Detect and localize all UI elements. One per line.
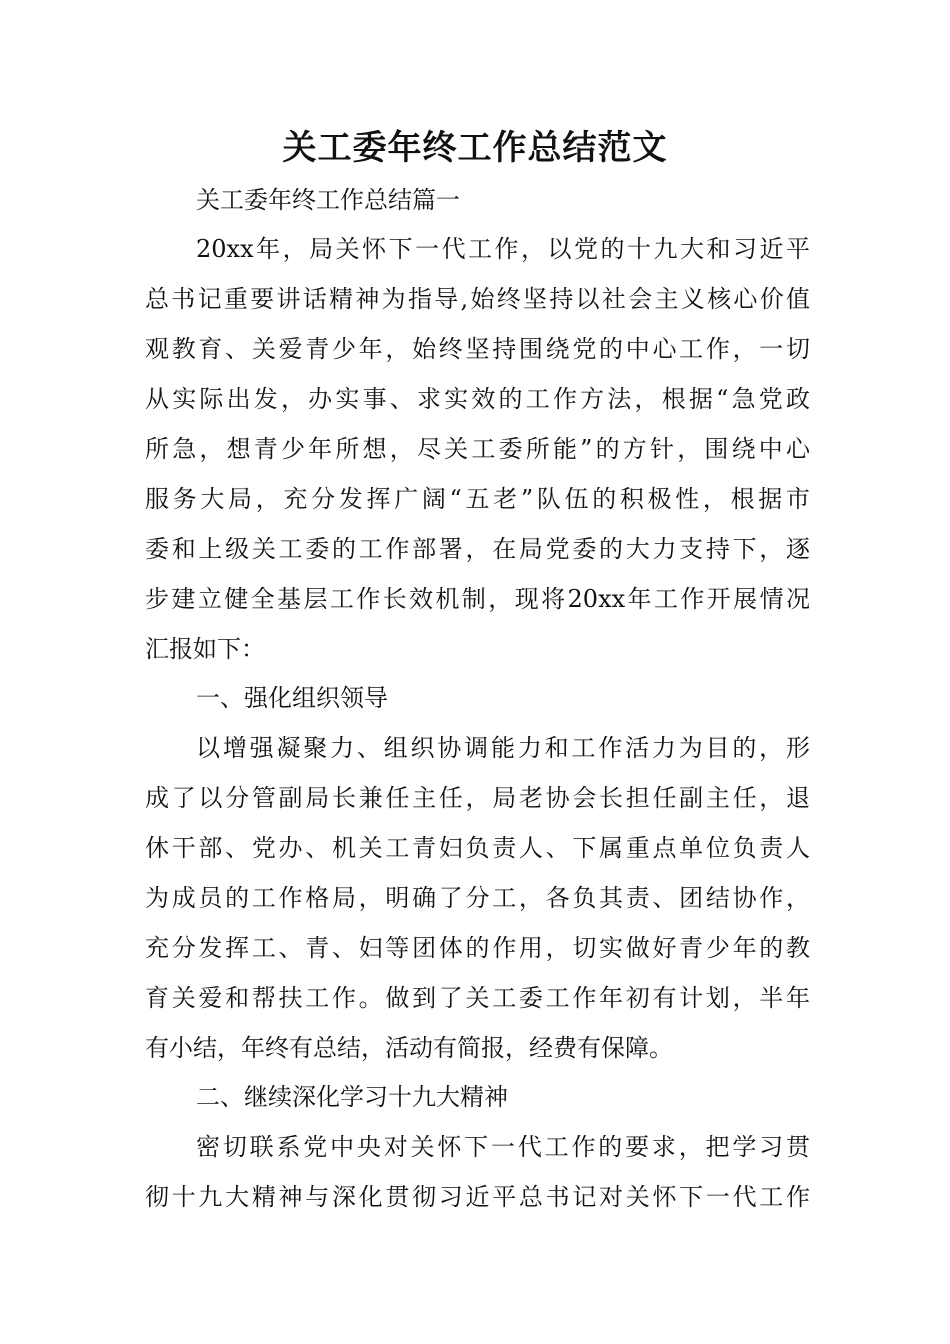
paragraph-line: 观教育、关爱青少年，始终坚持围绕党的中心工作，一切 <box>145 335 810 363</box>
paragraph-line: 汇报如下： <box>145 635 265 663</box>
paragraph-line: 20xx年，局关怀下一代工作，以党的十九大和习近平 <box>196 235 810 263</box>
paragraph-line: 委和上级关工委的工作部署，在局党委的大力支持下，逐 <box>145 535 810 563</box>
paragraph-line: 育关爱和帮扶工作。做到了关工委工作年初有计划，半年 <box>145 984 810 1012</box>
paragraph-line: 成了以分管副局长兼任主任，局老协会长担任副主任，退 <box>145 784 810 812</box>
paragraph-line: 为成员的工作格局，明确了分工，各负其责、团结协作， <box>145 884 810 912</box>
paragraph-line: 密切联系党中央对关怀下一代工作的要求，把学习贯 <box>196 1133 810 1161</box>
section-heading: 一、强化组织领导 <box>196 684 388 712</box>
paragraph-line: 所急，想青少年所想，尽关工委所能”的方针，围绕中心 <box>145 435 810 463</box>
section-heading: 二、继续深化学习十九大精神 <box>196 1083 508 1111</box>
paragraph-line: 充分发挥工、青、妇等团体的作用，切实做好青少年的教 <box>145 934 810 962</box>
paragraph-line: 总书记重要讲话精神为指导,始终坚持以社会主义核心价值 <box>145 285 810 313</box>
paragraph-line: 步建立健全基层工作长效机制，现将20xx年工作开展情况 <box>145 585 810 613</box>
paragraph-line: 休干部、党办、机关工青妇负责人、下属重点单位负责人 <box>145 834 810 862</box>
paragraph-line: 以增强凝聚力、组织协调能力和工作活力为目的，形 <box>196 734 810 762</box>
paragraph-line: 服务大局，充分发挥广阔“五老”队伍的积极性，根据市 <box>145 485 810 513</box>
document-subtitle: 关工委年终工作总结篇一 <box>196 186 460 214</box>
paragraph-line: 有小结，年终有总结，活动有简报，经费有保障。 <box>145 1034 673 1062</box>
paragraph-line: 从实际出发，办实事、求实效的工作方法，根据“急党政 <box>145 385 810 413</box>
document-title: 关工委年终工作总结范文 <box>282 128 668 168</box>
paragraph-line: 彻十九大精神与深化贯彻习近平总书记对关怀下一代工作 <box>145 1183 810 1211</box>
